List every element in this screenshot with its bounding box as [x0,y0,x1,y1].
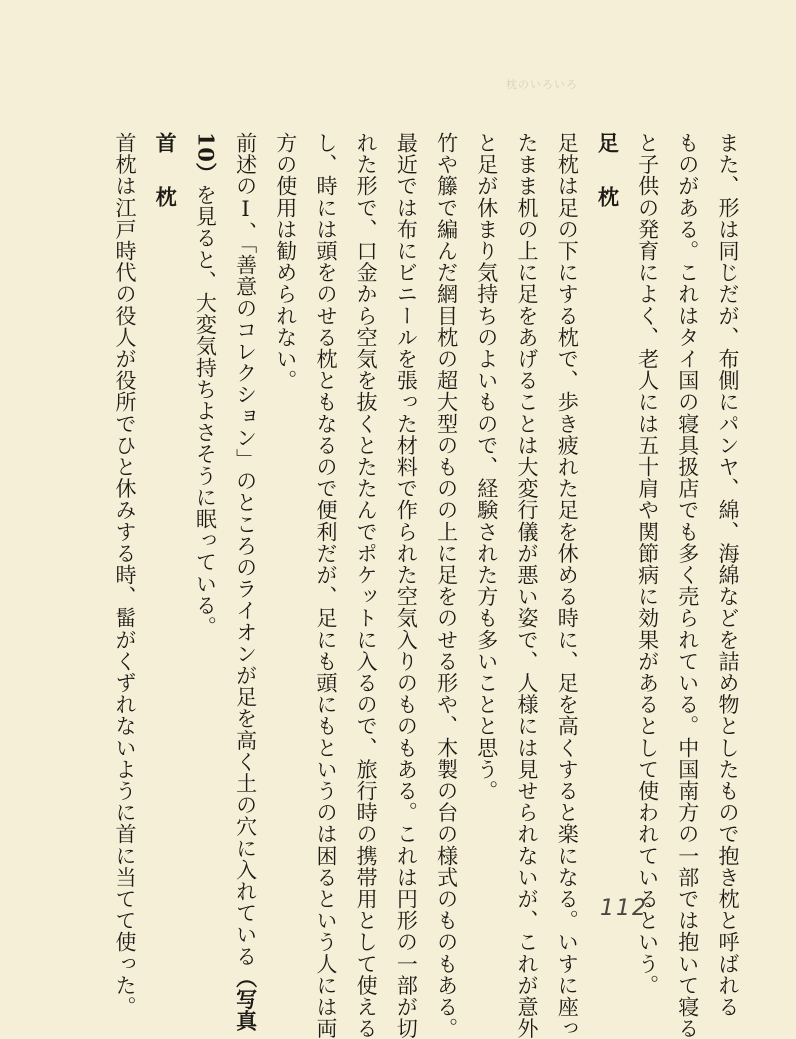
photo-reference-number: 10） [193,132,219,185]
text-segment: を見ると、大変気持ちよさそうに眠っている。 [193,184,218,638]
text-line-with-ref [225,132,265,1032]
text-line: ものがある。これはタイ国の寝具扱店でも多く売られている。中国南方の一部では抱いて寝る [675,132,700,1039]
text-line: 最近では布にビニールを張った材料で作られた空気入りのものもある。これは円形の一部が切 [394,132,419,1039]
text-line: 足枕は足の下にする枕で、歩き疲れた足を休める時に、足を高くすると楽になる。いすに座っ [555,132,580,1039]
text-line: と足が休まり気持ちのよいもので、経験された方も多いことと思う。 [474,132,499,802]
text-line: し、時には頭をのせる枕ともなるので便利だが、足にも頭にもというのは困るという人には両 [313,132,338,1039]
text-line: れた形で、口金から空気を抜くとたたんでポケットに入るので、旅行時の携帯用として使える [354,132,379,1039]
section-heading-kubimakura: 首 枕 [153,132,179,213]
text-line-with-ref [185,132,225,872]
page-number: 112 [600,896,648,921]
text-line: 首枕は江戸時代の役人が役所でひと休みする時、髷がくずれないように首に当てて使った。 [112,132,137,1018]
text-line: たまま机の上に足をあげることは大変行儀が悪い姿で、人様には見せられないが、これが意外 [514,132,539,1039]
text-line: 方の使用は勧められない。 [273,132,298,392]
text-line: 竹や籐で編んだ網目枕の超大型のものの上に足をのせる形や、木製の台の様式のものもある。 [434,132,459,1039]
text-line: また、形は同じだが、布側にパンヤ、綿、海綿などを詰め物としたもので抱き枕と呼ばれる [716,132,740,1018]
section-heading-ashimakura: 足 枕 [595,132,621,213]
photo-reference: （写真 [233,966,259,1032]
text-line: と子供の発育によく、老人には五十肩や関節病に効果があるとして使われているという。 [635,132,660,996]
bleed-through-header: 枕のいろいろ [506,78,578,91]
text-segment: 前述のⅠ、「善意のコレクション」のところのライオンが足を高く土の穴に入れている [233,132,258,967]
